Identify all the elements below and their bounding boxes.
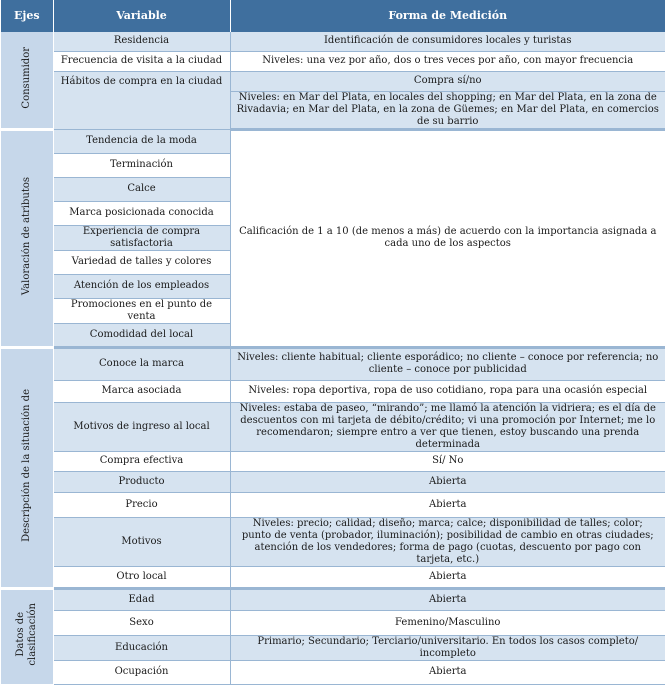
medicion-cell: Niveles: en Mar del Plata, en locales del shopping; en Mar del Plata, en la zona de Rivadavia; en Mar del Plata, en la zona de Güemes; en Mar del Plata, en comercios de su barrio <box>230 91 665 129</box>
table-row <box>1 71 665 91</box>
eje-label: Valoración de atributos <box>20 176 32 296</box>
table-row <box>1 402 665 451</box>
table-row <box>1 51 665 71</box>
table-row <box>1 380 665 402</box>
table-row <box>1 347 665 380</box>
variable-cell: Motivos de ingreso al local <box>53 402 230 451</box>
eje-consumidor <box>1 32 53 129</box>
variables-table <box>1 0 665 685</box>
variable-cell: Residencia <box>53 32 230 51</box>
medicion-cell: Abierta <box>230 471 665 492</box>
variable-cell: Variedad de talles y colores <box>53 250 230 274</box>
table-row <box>1 517 665 566</box>
eje-label: Datos de clasificación <box>14 603 38 667</box>
medicion-cell: Niveles: una vez por año, dos o tres veces por año, con mayor frecuencia <box>230 51 665 71</box>
header-row <box>1 0 665 32</box>
eje-datos-clasificacion <box>1 588 53 684</box>
table-row <box>1 129 665 153</box>
table-row <box>1 588 665 610</box>
table-row <box>1 451 665 471</box>
medicion-cell: Abierta <box>230 588 665 610</box>
variable-cell: Precio <box>53 492 230 517</box>
variable-cell: Hábitos de compra en la ciudad <box>53 71 230 129</box>
medicion-cell: Sí/ No <box>230 451 665 471</box>
medicion-cell: Femenino/Masculino <box>230 610 665 635</box>
variable-cell: Experiencia de compra satisfactoria <box>53 225 230 250</box>
header-ejes: Ejes <box>1 0 53 32</box>
medicion-cell: Compra sí/no <box>230 71 665 91</box>
medicion-cell: Identificación de consumidores locales y turistas <box>230 32 665 51</box>
variable-cell: Marca asociada <box>53 380 230 402</box>
medicion-cell-shared: Calificación de 1 a 10 (de menos a más) de acuerdo con la importancia asignada a cada uno de los aspectos <box>230 129 665 347</box>
variable-cell: Tendencia de la moda <box>53 129 230 153</box>
medicion-cell: Niveles: precio; calidad; diseño; marca; calce; disponibilidad de talles; color; punto de venta (probador, iluminación); posibilidad de cambio en otras ciudades; atención de los vendedores; forma de pago (cuotas, descuento por pago con tarjeta, etc.) <box>230 517 665 566</box>
medicion-cell: Primario; Secundario; Terciario/universitario. En todos los casos completo/ incompleto <box>230 635 665 660</box>
variable-cell: Promociones en el punto de venta <box>53 298 230 323</box>
variable-cell: Producto <box>53 471 230 492</box>
variable-cell: Terminación <box>53 153 230 177</box>
variable-cell: Compra efectiva <box>53 451 230 471</box>
medicion-cell: Abierta <box>230 660 665 684</box>
eje-label: Consumidor <box>20 46 32 109</box>
medicion-cell: Abierta <box>230 566 665 588</box>
variable-cell: Edad <box>53 588 230 610</box>
variable-cell: Comodidad del local <box>53 323 230 347</box>
header-medicion: Forma de Medición <box>230 0 665 32</box>
table-row <box>1 492 665 517</box>
table-row <box>1 566 665 588</box>
variable-cell: Conoce la marca <box>53 347 230 380</box>
medicion-cell: Niveles: estaba de paseo, “mirando”; me llamó la atención la vidriera; es el día de descuentos con mi tarjeta de débito/crédito; vi una promoción por Internet; me lo recomendaron; siempre entro a ver que tienen, estoy buscando una prenda determinada <box>230 402 665 451</box>
variable-cell: Otro local <box>53 566 230 588</box>
variable-cell: Sexo <box>53 610 230 635</box>
table-row <box>1 635 665 660</box>
header-variable: Variable <box>53 0 230 32</box>
variable-cell: Frecuencia de visita a la ciudad <box>53 51 230 71</box>
table-row <box>1 471 665 492</box>
table-row <box>1 610 665 635</box>
medicion-cell: Niveles: ropa deportiva, ropa de uso cotidiano, ropa para una ocasión especial <box>230 380 665 402</box>
variable-cell: Marca posicionada conocida <box>53 201 230 225</box>
table-row <box>1 32 665 51</box>
eje-label: Descripción de la situación de <box>20 389 32 542</box>
variable-cell: Ocupación <box>53 660 230 684</box>
variable-cell: Educación <box>53 635 230 660</box>
variable-cell: Motivos <box>53 517 230 566</box>
medicion-cell: Niveles: cliente habitual; cliente esporádico; no cliente – conoce por referencia; no cliente – conoce por publicidad <box>230 347 665 380</box>
medicion-cell: Abierta <box>230 492 665 517</box>
variable-cell: Atención de los empleados <box>53 274 230 298</box>
variable-cell: Calce <box>53 177 230 201</box>
eje-descripcion <box>1 347 53 588</box>
table-row <box>1 660 665 684</box>
eje-valoracion <box>1 129 53 347</box>
